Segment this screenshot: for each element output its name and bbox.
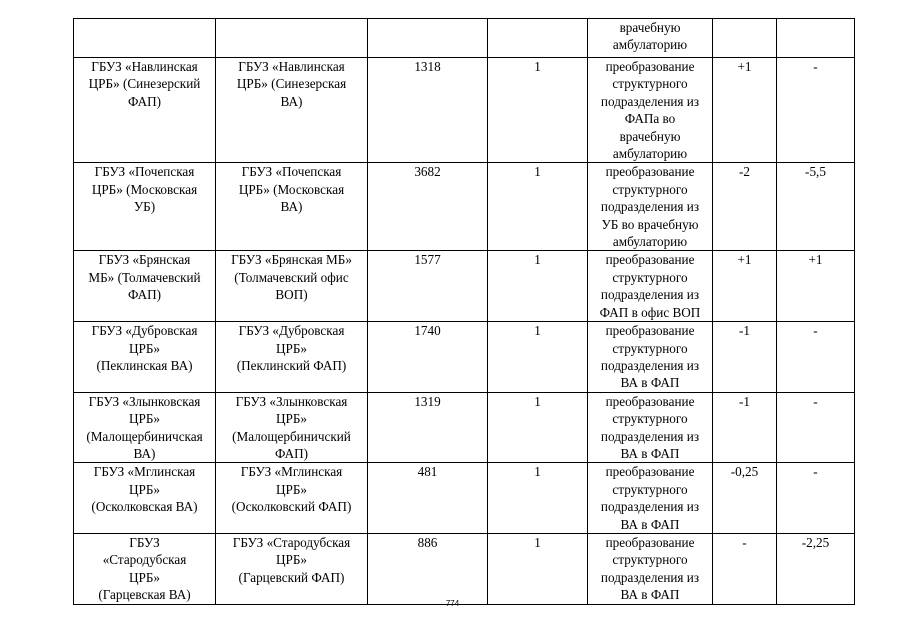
table-row — [74, 463, 855, 534]
cell-count: 1 — [488, 392, 588, 463]
cell-new-name: ГБУЗ «Стародубская ЦРБ» (Гарцевский ФАП) — [216, 533, 368, 604]
cell-action: преобразование структурного подразделения из ВА в ФАП — [588, 322, 713, 393]
cell-new-name: ГБУЗ «Навлинская ЦРБ» (Синезерская ВА) — [216, 58, 368, 163]
table-row — [74, 58, 855, 163]
table-row — [74, 251, 855, 322]
cell-new-name: ГБУЗ «Дубровская ЦРБ» (Пеклинский ФАП) — [216, 322, 368, 393]
cell-change-b: - — [777, 392, 855, 463]
page-number: 774 — [445, 599, 460, 608]
cell-action: преобразование структурного подразделения из ВА в ФАП — [588, 392, 713, 463]
cell-action: преобразование структурного подразделения из УБ во врачебную амбулаторию — [588, 163, 713, 251]
cell-population: 481 — [368, 463, 488, 534]
table-row — [74, 19, 855, 58]
cell-action: врачебную амбулаторию — [588, 19, 713, 58]
cell-old-name: ГБУЗ «Злынковская ЦРБ» (Малощербиничская ВА) — [74, 392, 216, 463]
cell-old-name: ГБУЗ «Почепская ЦРБ» (Московская УБ) — [74, 163, 216, 251]
cell-action: преобразование структурного подразделения из ФАПа во врачебную амбулаторию — [588, 58, 713, 163]
cell-old-name: ГБУЗ «Брянская МБ» (Толмачевский ФАП) — [74, 251, 216, 322]
cell-change-a: -2 — [713, 163, 777, 251]
table-row — [74, 392, 855, 463]
cell-old-name: ГБУЗ «Мглинская ЦРБ» (Осколковская ВА) — [74, 463, 216, 534]
cell-population: 3682 — [368, 163, 488, 251]
cell-new-name: ГБУЗ «Брянская МБ» (Толмачевский офис ВОП) — [216, 251, 368, 322]
cell-old-name: ГБУЗ «Стародубская ЦРБ» (Гарцевская ВА) — [74, 533, 216, 604]
cell-population: 886 — [368, 533, 488, 604]
cell-count: 1 — [488, 463, 588, 534]
cell-change-a — [713, 19, 777, 58]
cell-change-a: - — [713, 533, 777, 604]
cell-change-b: - — [777, 322, 855, 393]
cell-count: 1 — [488, 58, 588, 163]
cell-count: 1 — [488, 322, 588, 393]
cell-population: 1577 — [368, 251, 488, 322]
cell-new-name — [216, 19, 368, 58]
cell-count: 1 — [488, 251, 588, 322]
cell-old-name — [74, 19, 216, 58]
cell-change-b: -2,25 — [777, 533, 855, 604]
cell-old-name: ГБУЗ «Дубровская ЦРБ» (Пеклинская ВА) — [74, 322, 216, 393]
cell-new-name: ГБУЗ «Злынковская ЦРБ» (Малощербиничский ФАП) — [216, 392, 368, 463]
cell-change-b: - — [777, 58, 855, 163]
cell-change-b: -5,5 — [777, 163, 855, 251]
cell-change-a: -0,25 — [713, 463, 777, 534]
cell-population — [368, 19, 488, 58]
cell-action: преобразование структурного подразделения из ВА в ФАП — [588, 533, 713, 604]
cell-population: 1740 — [368, 322, 488, 393]
cell-change-b — [777, 19, 855, 58]
cell-action: преобразование структурного подразделения из ФАП в офис ВОП — [588, 251, 713, 322]
cell-new-name: ГБУЗ «Мглинская ЦРБ» (Осколковский ФАП) — [216, 463, 368, 534]
document-table — [73, 18, 855, 605]
table-row — [74, 533, 855, 604]
cell-action: преобразование структурного подразделения из ВА в ФАП — [588, 463, 713, 534]
cell-change-a: -1 — [713, 392, 777, 463]
cell-old-name: ГБУЗ «Навлинская ЦРБ» (Синезерский ФАП) — [74, 58, 216, 163]
cell-population: 1319 — [368, 392, 488, 463]
cell-count — [488, 19, 588, 58]
cell-count: 1 — [488, 533, 588, 604]
cell-change-a: +1 — [713, 58, 777, 163]
cell-new-name: ГБУЗ «Почепская ЦРБ» (Московская ВА) — [216, 163, 368, 251]
cell-change-b: +1 — [777, 251, 855, 322]
cell-count: 1 — [488, 163, 588, 251]
cell-change-a: +1 — [713, 251, 777, 322]
cell-population: 1318 — [368, 58, 488, 163]
table-row — [74, 322, 855, 393]
cell-change-b: - — [777, 463, 855, 534]
table-row — [74, 163, 855, 251]
cell-change-a: -1 — [713, 322, 777, 393]
